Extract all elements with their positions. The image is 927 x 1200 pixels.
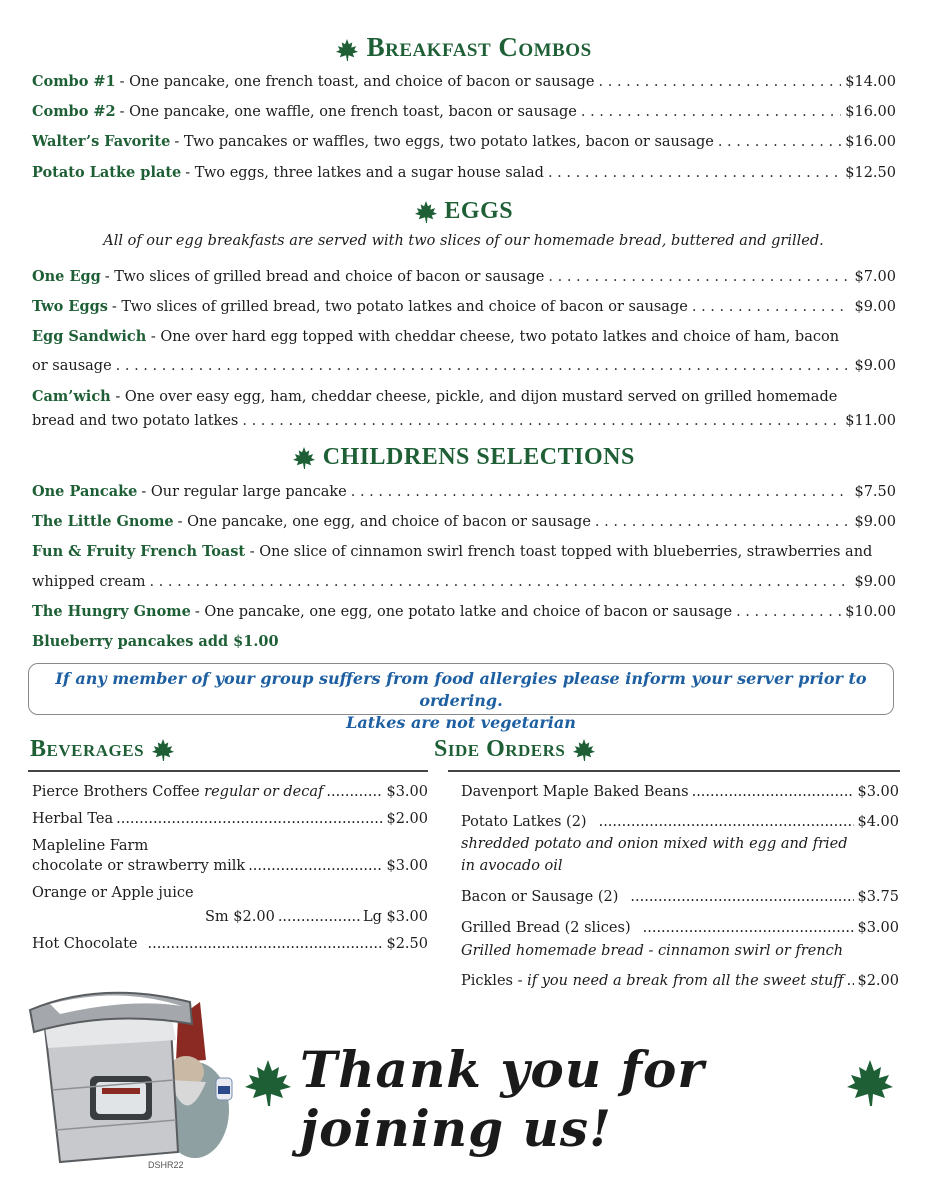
leader-dots (599, 812, 855, 832)
menu-item-camwich (32, 387, 837, 407)
item-price: $10.00 (845, 604, 896, 620)
eggs-note: All of our egg breakfasts are served with two slices of our homemade bread, buttered and grilled. (103, 233, 824, 249)
menu-item-combo-2 (32, 102, 896, 122)
leader-dots (692, 782, 855, 802)
leader-dots (736, 602, 841, 622)
side-name: Bacon or Sausage (2) (461, 889, 619, 905)
item-name: Combo #2 (32, 103, 116, 120)
item-desc: - One pancake, one french toast, and choice of bacon or sausage (119, 74, 595, 90)
beverage-name: Herbal Tea (32, 811, 114, 827)
leader-dots (718, 132, 841, 152)
beverage-juice-sizes (205, 907, 428, 927)
item-desc: whipped cream (32, 574, 146, 590)
leader-dots (599, 72, 842, 92)
item-name: Potato Latke plate (32, 164, 182, 181)
side-name: Potato Latkes (2) (461, 814, 587, 830)
side-bacon-sausage (461, 887, 899, 907)
menu-item-potato-latke-plate (32, 163, 896, 183)
side-price: $3.75 (857, 889, 899, 905)
beverage-juice: Orange or Apple juice (32, 885, 194, 901)
children-title: CHILDRENS SELECTIONS (322, 444, 635, 470)
item-desc: - One over easy egg, ham, cheddar cheese, pickle, and dijon mustard served on grilled homemade (115, 389, 838, 405)
side-potato-latkes (461, 812, 899, 832)
breakfast-section-title (0, 32, 927, 63)
item-desc: - One pancake, one egg, one potato latke and choice of bacon or sausage (194, 604, 733, 620)
side-name: Pickles - (461, 973, 523, 989)
beverage-milk (32, 856, 428, 876)
item-price: $12.50 (845, 165, 896, 181)
side-price: $3.00 (857, 920, 899, 936)
beverage-name: Hot Chocolate (32, 936, 138, 952)
leader-dots (278, 907, 360, 927)
leader-dots (581, 102, 841, 122)
item-name: The Little Gnome (32, 513, 174, 530)
leader-dots (148, 934, 384, 954)
menu-item-combo-1 (32, 72, 896, 92)
item-desc: - One slice of cinnamon swirl french toast topped with blueberries, strawberries and (249, 544, 873, 560)
menu-item-walters-favorite (32, 132, 896, 152)
beverages-divider (28, 770, 428, 772)
maple-leaf-icon (572, 738, 596, 762)
menu-item-hungry-gnome (32, 602, 896, 622)
item-name: Combo #1 (32, 73, 116, 90)
beverage-name: Pierce Brothers Coffee (32, 784, 200, 800)
item-name: Cam’wich (32, 388, 111, 405)
side-orders-divider (448, 770, 900, 772)
menu-item-two-eggs (32, 297, 896, 317)
menu-item-french-toast-cont (32, 572, 896, 592)
beverage-price: $2.00 (386, 811, 428, 827)
thank-you-message: Thank you for joining us! (300, 1040, 705, 1158)
item-desc: - Two slices of grilled bread and choice of bacon or sausage (104, 269, 545, 285)
maple-leaf-icon (845, 1058, 895, 1108)
allergy-notice (28, 663, 894, 732)
eggs-title: EGGS (444, 198, 514, 224)
beverage-price: $3.00 (386, 784, 428, 800)
maple-leaf-icon (335, 38, 359, 62)
item-price: $14.00 (845, 74, 896, 90)
leader-dots (116, 356, 851, 376)
item-name: Fun & Fruity French Toast (32, 543, 246, 560)
item-name: One Egg (32, 268, 101, 285)
juice-large-price: Lg $3.00 (362, 909, 428, 925)
leader-dots (149, 572, 850, 592)
beverages-title-text: Beverages (30, 736, 145, 762)
beverage-name: chocolate or strawberry milk (32, 858, 246, 874)
beverages-title (30, 736, 175, 763)
side-orders-title (434, 736, 596, 763)
item-desc: - One pancake, one egg, and choice of bacon or sausage (177, 514, 591, 530)
item-desc: - Two pancakes or waffles, two eggs, two potato latkes, bacon or sausage (174, 134, 714, 150)
side-pickles (461, 971, 899, 991)
side-pickles-desc: if you need a break from all the sweet stuff (527, 973, 844, 989)
blueberry-addon: Blueberry pancakes add $1.00 (32, 633, 279, 650)
side-orders-title-text: Side Orders (434, 736, 566, 762)
leader-dots (326, 782, 383, 802)
leader-dots (548, 163, 841, 183)
beverage-hot-chocolate (32, 934, 428, 954)
side-name: Grilled Bread (2 slices) (461, 920, 631, 936)
item-price: $9.00 (854, 514, 896, 530)
beverage-coffee (32, 782, 428, 802)
leader-dots (630, 887, 854, 907)
item-desc: bread and two potato latkes (32, 413, 239, 429)
leader-dots (595, 512, 851, 532)
leader-dots (548, 267, 850, 287)
maple-leaf-icon (151, 738, 175, 762)
side-latkes-desc-2: in avocado oil (461, 858, 563, 874)
maple-leaf-icon (243, 1058, 293, 1108)
side-price: $2.00 (857, 973, 899, 989)
item-desc: - Two slices of grilled bread, two potato latkes and choice of bacon or sausage (111, 299, 688, 315)
beverage-style: regular or decaf (204, 784, 324, 800)
breakfast-title: Breakfast Combos (366, 32, 592, 62)
leader-dots (847, 971, 855, 991)
sap-bucket-gnome-illustration (10, 980, 240, 1180)
children-section-title (0, 444, 927, 471)
side-latkes-desc-1: shredded potato and onion mixed with egg and fried (461, 836, 848, 852)
item-name: The Hungry Gnome (32, 603, 191, 620)
leader-dots (242, 411, 841, 431)
beverage-price: $2.50 (386, 936, 428, 952)
leader-dots (643, 918, 855, 938)
side-name: Davenport Maple Baked Beans (461, 784, 689, 800)
menu-item-one-pancake (32, 482, 896, 502)
menu-item-egg-sandwich (32, 327, 839, 347)
item-desc: - One over hard egg topped with cheddar cheese, two potato latkes and choice of ham, bacon (150, 329, 840, 345)
item-desc: or sausage (32, 358, 112, 374)
item-name: Walter’s Favorite (32, 133, 171, 150)
document-code: DSHR22 (148, 1160, 184, 1170)
item-price: $7.00 (854, 269, 896, 285)
leader-dots (351, 482, 851, 502)
beverage-milk-brand: Mapleline Farm (32, 838, 149, 854)
item-name: Two Eggs (32, 298, 108, 315)
maple-leaf-icon (292, 446, 316, 470)
item-desc: - One pancake, one waffle, one french toast, bacon or sausage (119, 104, 577, 120)
item-price: $9.00 (854, 574, 896, 590)
menu-item-little-gnome (32, 512, 896, 532)
item-price: $16.00 (845, 104, 896, 120)
side-price: $3.00 (857, 784, 899, 800)
beverage-tea (32, 809, 428, 829)
item-price: $11.00 (845, 413, 896, 429)
side-grilled-bread (461, 918, 899, 938)
leader-dots (248, 856, 383, 876)
item-price: $9.00 (854, 299, 896, 315)
eggs-section-title (0, 198, 927, 225)
item-price: $9.00 (854, 358, 896, 374)
allergy-line-2: Latkes are not vegetarian (346, 713, 576, 732)
menu-item-camwich-cont (32, 411, 896, 431)
side-bread-desc: Grilled homemade bread - cinnamon swirl or french (461, 943, 844, 959)
menu-item-egg-sandwich-cont (32, 356, 896, 376)
item-desc: - Our regular large pancake (141, 484, 347, 500)
side-price: $4.00 (857, 814, 899, 830)
juice-small-price: Sm $2.00 (205, 909, 275, 925)
menu-item-fun-fruity-french-toast (32, 542, 872, 562)
leader-dots (692, 297, 851, 317)
item-desc: - Two eggs, three latkes and a sugar house salad (185, 165, 544, 181)
item-name: Egg Sandwich (32, 328, 147, 345)
maple-leaf-icon (414, 200, 438, 224)
menu-item-one-egg (32, 267, 896, 287)
allergy-line-1: If any member of your group suffers from food allergies please inform your server prior to ordering. (55, 669, 867, 710)
beverage-price: $3.00 (386, 858, 428, 874)
item-price: $7.50 (854, 484, 896, 500)
leader-dots (116, 809, 383, 829)
side-baked-beans (461, 782, 899, 802)
item-price: $16.00 (845, 134, 896, 150)
item-name: One Pancake (32, 483, 138, 500)
